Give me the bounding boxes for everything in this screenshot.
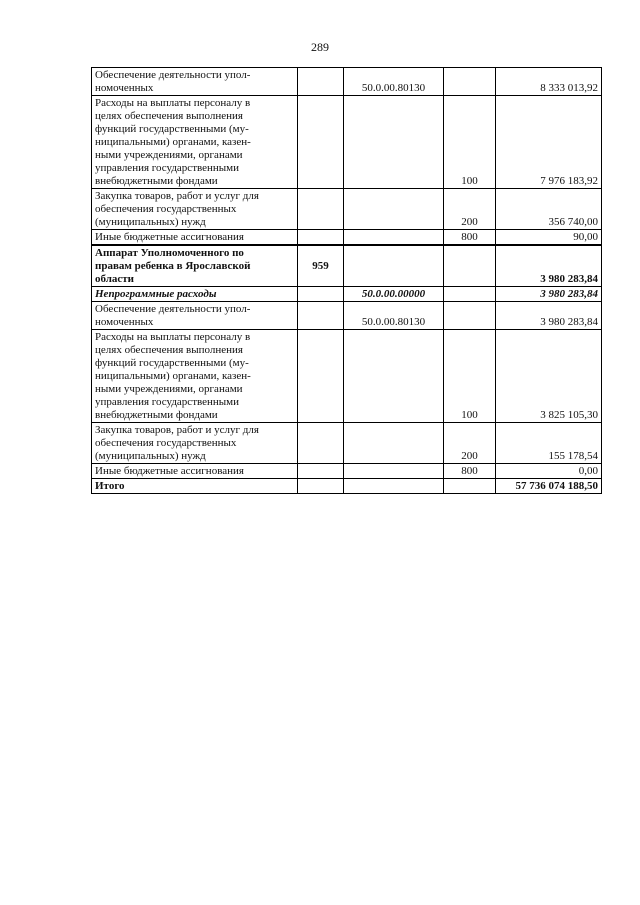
row-code: 50.0.00.80130 (344, 68, 444, 96)
row-sum: 3 980 283,84 (496, 287, 602, 302)
table-row (92, 96, 602, 189)
row-dept (298, 464, 344, 479)
table-row (92, 287, 602, 302)
page-number: 289 (311, 40, 329, 54)
row-sum: 8 333 013,92 (496, 68, 602, 96)
row-vr: 200 (444, 423, 496, 464)
row-vr: 100 (444, 96, 496, 189)
table-row (92, 423, 602, 464)
row-code (344, 423, 444, 464)
table-row (92, 68, 602, 96)
row-vr (444, 479, 496, 494)
row-sum: 155 178,54 (496, 423, 602, 464)
row-vr: 800 (444, 230, 496, 246)
row-name: Иные бюджетные ассигнования (92, 464, 298, 479)
row-name: Закупка товаров, работ и услуг для обеспечения государственных (муниципальных) нужд (92, 189, 298, 230)
table-row (92, 464, 602, 479)
row-sum: 0,00 (496, 464, 602, 479)
row-dept: 959 (298, 245, 344, 287)
row-sum: 3 825 105,30 (496, 330, 602, 423)
row-name: Расходы на выплаты персоналу в целях обеспечения выполнения функций государственными (му- ниципальными) органами, казен- ными учреждениями, органами управления государственными внебюджетными фондами (92, 330, 298, 423)
table-row (92, 189, 602, 230)
row-dept (298, 330, 344, 423)
row-vr (444, 245, 496, 287)
row-code (344, 189, 444, 230)
row-name: Аппарат Уполномоченного по правам ребенка в Ярославской области (92, 245, 298, 287)
row-dept (298, 287, 344, 302)
row-dept (298, 96, 344, 189)
total-row (92, 479, 602, 494)
row-vr (444, 287, 496, 302)
row-name: Иные бюджетные ассигнования (92, 230, 298, 246)
row-name: Обеспечение деятельности упол- номоченных (92, 302, 298, 330)
row-sum: 57 736 074 188,50 (496, 479, 602, 494)
row-dept (298, 479, 344, 494)
row-name: Закупка товаров, работ и услуг для обеспечения государственных (муниципальных) нужд (92, 423, 298, 464)
row-dept (298, 230, 344, 246)
table-row (92, 245, 602, 287)
row-code (344, 230, 444, 246)
budget-table (91, 67, 602, 494)
table-row (92, 330, 602, 423)
row-sum: 356 740,00 (496, 189, 602, 230)
row-vr: 800 (444, 464, 496, 479)
row-dept (298, 189, 344, 230)
table-row (92, 302, 602, 330)
row-code: 50.0.00.80130 (344, 302, 444, 330)
row-name: Обеспечение деятельности упол- номоченных (92, 68, 298, 96)
row-code (344, 464, 444, 479)
row-code (344, 479, 444, 494)
row-vr (444, 68, 496, 96)
row-sum: 7 976 183,92 (496, 96, 602, 189)
row-name: Расходы на выплаты персоналу в целях обеспечения выполнения функций государственными (му- ниципальными) органами, казен- ными учреждениями, органами управления государственными внебюджетными фондами (92, 96, 298, 189)
row-dept (298, 68, 344, 96)
row-sum: 3 980 283,84 (496, 302, 602, 330)
row-code: 50.0.00.00000 (344, 287, 444, 302)
row-dept (298, 423, 344, 464)
row-sum: 3 980 283,84 (496, 245, 602, 287)
row-code (344, 245, 444, 287)
row-vr: 200 (444, 189, 496, 230)
row-code (344, 96, 444, 189)
row-sum: 90,00 (496, 230, 602, 246)
row-vr: 100 (444, 330, 496, 423)
row-name: Непрограммные расходы (92, 287, 298, 302)
row-code (344, 330, 444, 423)
row-dept (298, 302, 344, 330)
table-row (92, 230, 602, 246)
row-name: Итого (92, 479, 298, 494)
row-vr (444, 302, 496, 330)
